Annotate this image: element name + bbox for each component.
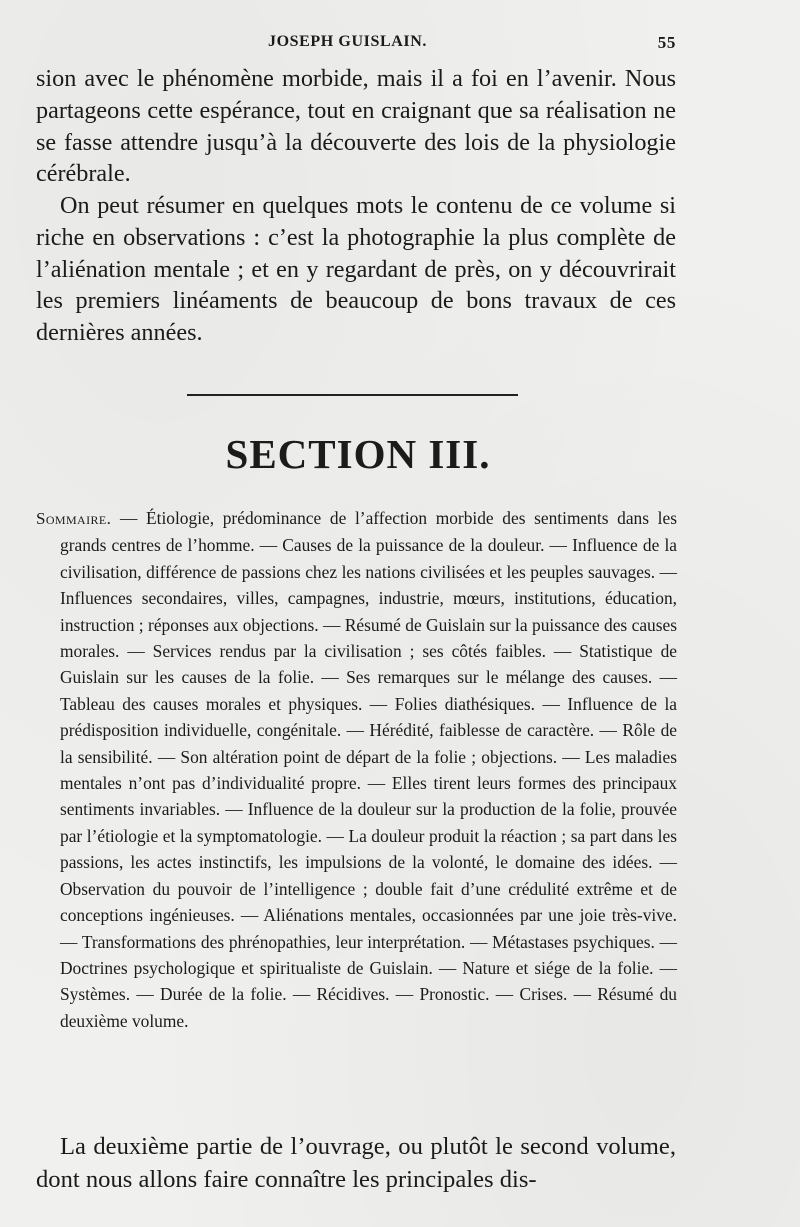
section-title: SECTION III.: [225, 431, 491, 477]
page-number: 55: [657, 33, 676, 52]
running-title: JOSEPH GUISLAIN.: [268, 33, 427, 50]
summary-label: Sommaire.: [36, 509, 112, 528]
paragraph-3: La deuxième partie de l’ouvrage, ou plutôt le second volume, dont nous allons faire connaître les principales dis-: [36, 1133, 676, 1193]
section-summary: [36, 505, 677, 1034]
running-head: [36, 33, 676, 55]
summary-text: — Étiologie, prédominance de l’affection morbide des sentiments dans les grands centres de l’homme. — Causes de la puissance de la douleur. — Influence de la civilisation, différence de passions chez les nations civilisées et les peuples sauvages. — Influences secondaires, villes, campagnes, industrie, mœurs, institutions, éducation, instruction ; réponses aux objections. — Résumé de Guislain sur la puissance des causes morales. — Services rendus par la civilisation ; ses côtés faibles. — Statistique de Guislain sur les causes de la folie. — Ses remarques sur le mélange des causes. — Tableau des causes morales et physiques. — Folies diathésiques. — Influence de la prédisposition individuelle, congénitale. — Hérédité, faiblesse de caractère. — Rôle de la sensibilité. — Son altération point de départ de la folie ; objections. — Les maladies mentales n’ont pas d’individualité propre. — Elles tirent leurs formes des principaux sentiments invariables. — Influence de la douleur sur la production de la folie, prouvée par l’étiologie et la symptomatologie. — La douleur produit la réaction ; sa part dans les passions, les actes instinctifs, les impulsions de la volonté, le domaine des idées. — Observation du pouvoir de l’intelligence ; double fait d’une crédulité extrême et de conceptions ingénieuses. — Aliénations mentales, occasionnées par une joie très-vive. — Transformations des phrénopathies, leur interprétation. — Métastases psychiques. — Doctrines psychologique et spiritualiste de Guislain. — Nature et siége de la folie. — Systèmes. — Durée de la folie. — Récidives. — Pronostic. — Crises. — Résumé du deuxième volume.: [60, 508, 677, 1031]
paragraph-2: On peut résumer en quelques mots le contenu de ce volume si riche en observations : c’est la photographie la plus complète de l’aliénation mentale ; et en y regardant de près, on y découvrirait les premiers linéaments de beaucoup de bons travaux de ces dernières années.: [36, 192, 676, 347]
paragraph-1: sion avec le phénomène morbide, mais il a foi en l’avenir. Nous partageons cette espérance, tout en craignant que sa réalisation ne se fasse attendre jusqu’à la découverte des lois de la physiologie cérébrale.: [36, 65, 676, 188]
section-divider: [187, 394, 518, 396]
